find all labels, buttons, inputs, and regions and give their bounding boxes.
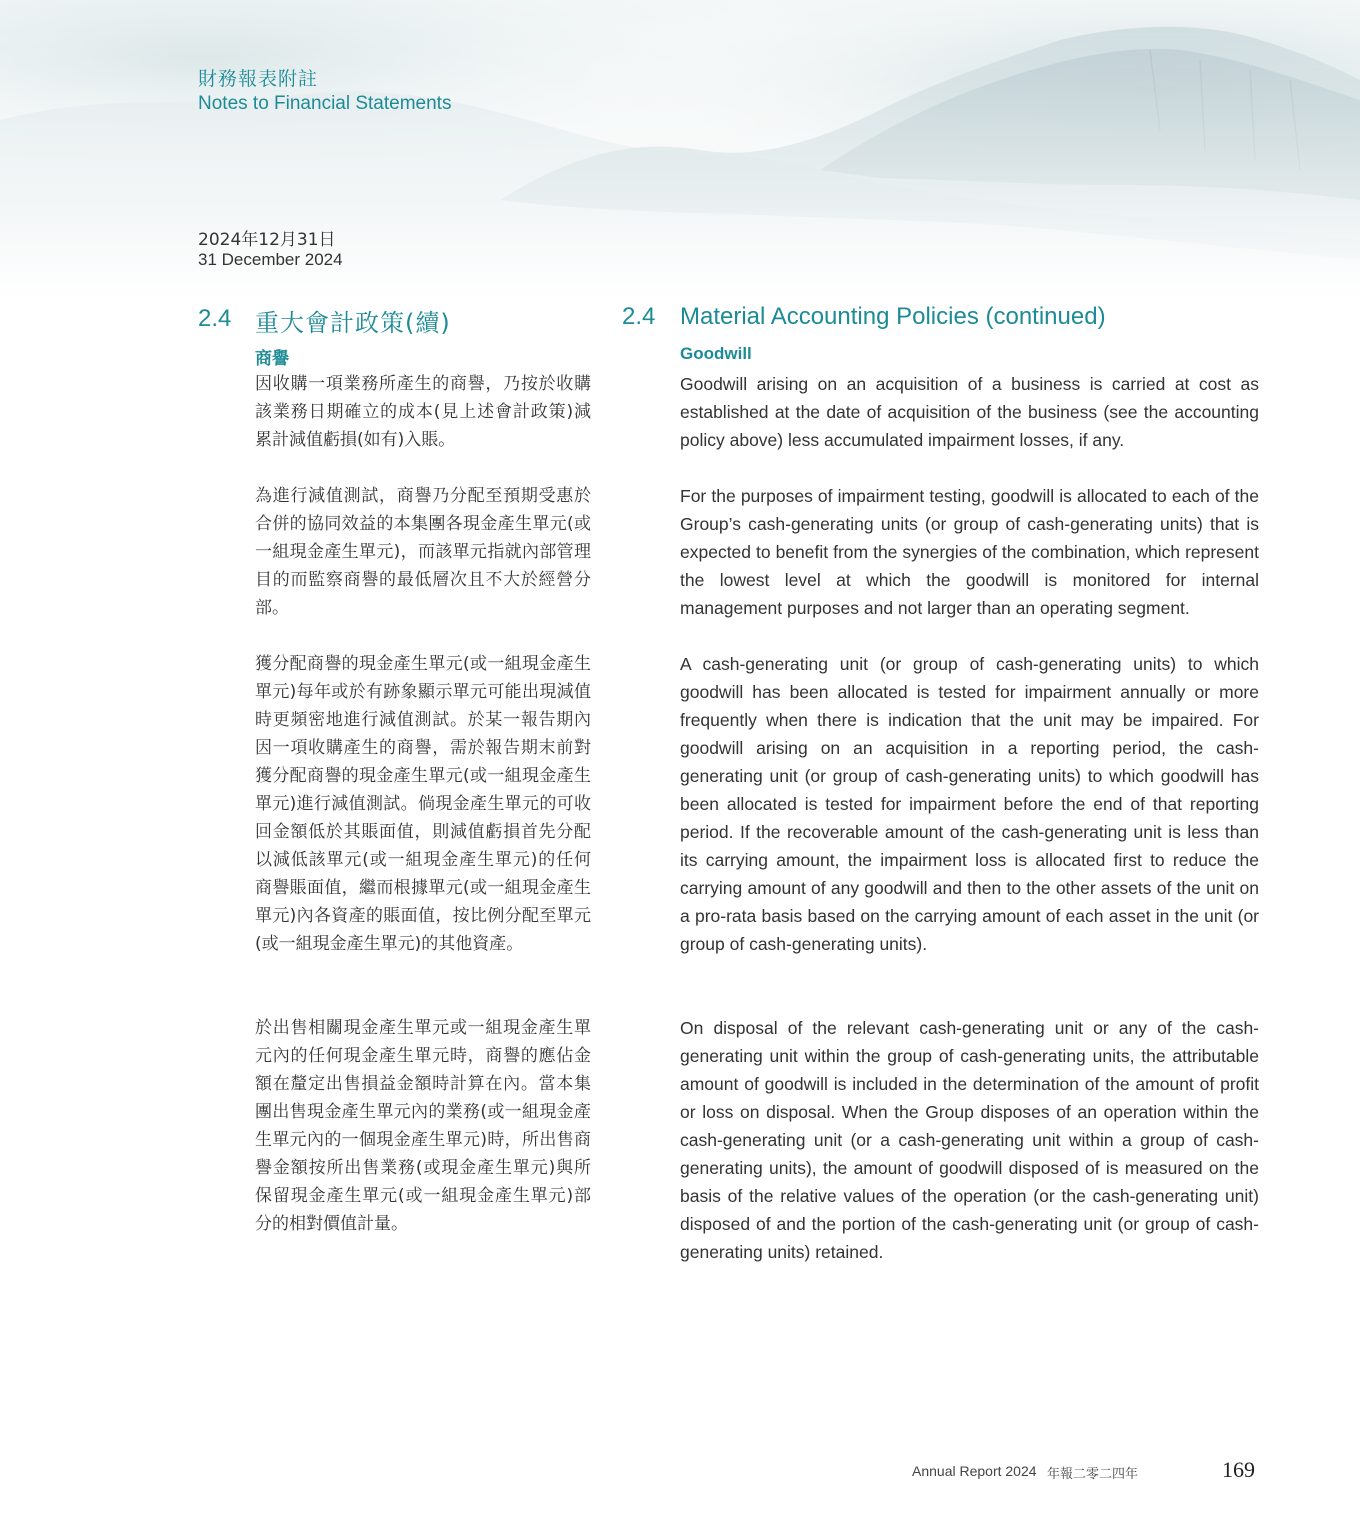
paragraph-zh: 於出售相關現金產生單元或一組現金產生單元內的任何現金產生單元時，商譽的應佔金額在釐定出售損益金額時計算在內。當本集團出售現金產生單元內的業務(或一組現金產生單元內的一個現金產生單元)時，所出售商譽金額按所出售業務(或現金產生單元)與所保留現金產生單元(或一組現金產生單元)部分的相對價值計量。 — [255, 1018, 591, 1234]
subsection-heading-chinese: 商譽 — [255, 349, 289, 369]
chinese-body-column — [255, 370, 591, 1238]
section-title-english: Material Accounting Policies (continued) — [680, 303, 1106, 330]
paragraph-en: A cash-generating unit (or group of cash-generating units) to which goodwill has been allocated is tested for impairment annually or more frequently when there is indication that the unit may be impaired. For goodwill arising on an acquisition in a reporting period, the cash-generating unit (or group of cash-generating units) to which goodwill has been allocated is tested for impairment before the end of that reporting period. If the recoverable amount of the cash-generating unit is less than its carrying amount, the impairment loss is allocated first to reduce the carrying amount of any goodwill and then to the other assets of the unit on a pro-rata basis based on the carrying amount of each asset in the unit (or group of cash-generating units). — [680, 654, 1259, 954]
section-title-chinese: 重大會計政策(續) — [255, 309, 451, 337]
section-number-english: 2.4 — [622, 303, 656, 330]
paragraph-zh: 獲分配商譽的現金產生單元(或一組現金產生單元)每年或於有跡象顯示單元可能出現減值時更頻密地進行減值測試。於某一報告期內因一項收購產生的商譽，需於報告期末前對獲分配商譽的現金產生單元(或一組現金產生單元)進行減值測試。倘現金產生單元的可收回金額低於其賬面值，則減值虧損首先分配以減低該單元(或一組現金產生單元)的任何商譽賬面值，繼而根據單元(或一組現金產生單元)內各資產的賬面值，按比例分配至單元(或一組現金產生單元)的其他資產。 — [255, 654, 591, 954]
section-number-chinese: 2.4 — [198, 305, 232, 332]
page-number: 169 — [1222, 1457, 1255, 1482]
paragraph-en: For the purposes of impairment testing, goodwill is allocated to each of the Group’s cash-generating units (or group of cash-generating units) that is expected to benefit from the synergies of the combination, which represent the lowest level at which the goodwill is monitored for internal management purposes and not larger than an operating segment. — [680, 486, 1259, 618]
paragraph-zh: 因收購一項業務所產生的商譽，乃按於收購該業務日期確立的成本(見上述會計政策)減累計減值虧損(如有)入賬。 — [255, 374, 591, 450]
paragraph-en: Goodwill arising on an acquisition of a business is carried at cost as established at the date of acquisition of the business (see the accounting policy above) less accumulated impairment losses, if any. — [680, 374, 1259, 450]
running-head-english: Notes to Financial Statements — [198, 93, 452, 114]
footer-report-title-english: Annual Report 2024 — [912, 1463, 1037, 1479]
statement-date-english: 31 December 2024 — [198, 250, 343, 269]
statement-date-chinese: 2024年12月31日 — [198, 230, 336, 250]
paragraph-zh: 為進行減值測試，商譽乃分配至預期受惠於合併的協同效益的本集團各現金產生單元(或一組現金產生單元)，而該單元指就內部管理目的而監察商譽的最低層次且不大於經營分部。 — [255, 486, 591, 618]
running-head-chinese: 財務報表附註 — [198, 68, 319, 90]
english-body-column — [680, 370, 1259, 1266]
paragraph-en: On disposal of the relevant cash-generating unit or any of the cash-generating unit within the group of cash-generating units, the attributable amount of goodwill is included in the determination of the amount of profit or loss on disposal. When the Group disposes of an operation within the cash-generating unit (or a cash-generating unit within a group of cash-generating units), the amount of goodwill disposed of is measured on the basis of the relative values of the operation (or the cash-generating unit) disposed of and the portion of the cash-generating unit (or group of cash-generating units) retained. — [680, 1018, 1259, 1262]
footer-report-title-chinese: 年報二零二四年 — [1047, 1467, 1139, 1482]
subsection-heading-english: Goodwill — [680, 344, 752, 363]
